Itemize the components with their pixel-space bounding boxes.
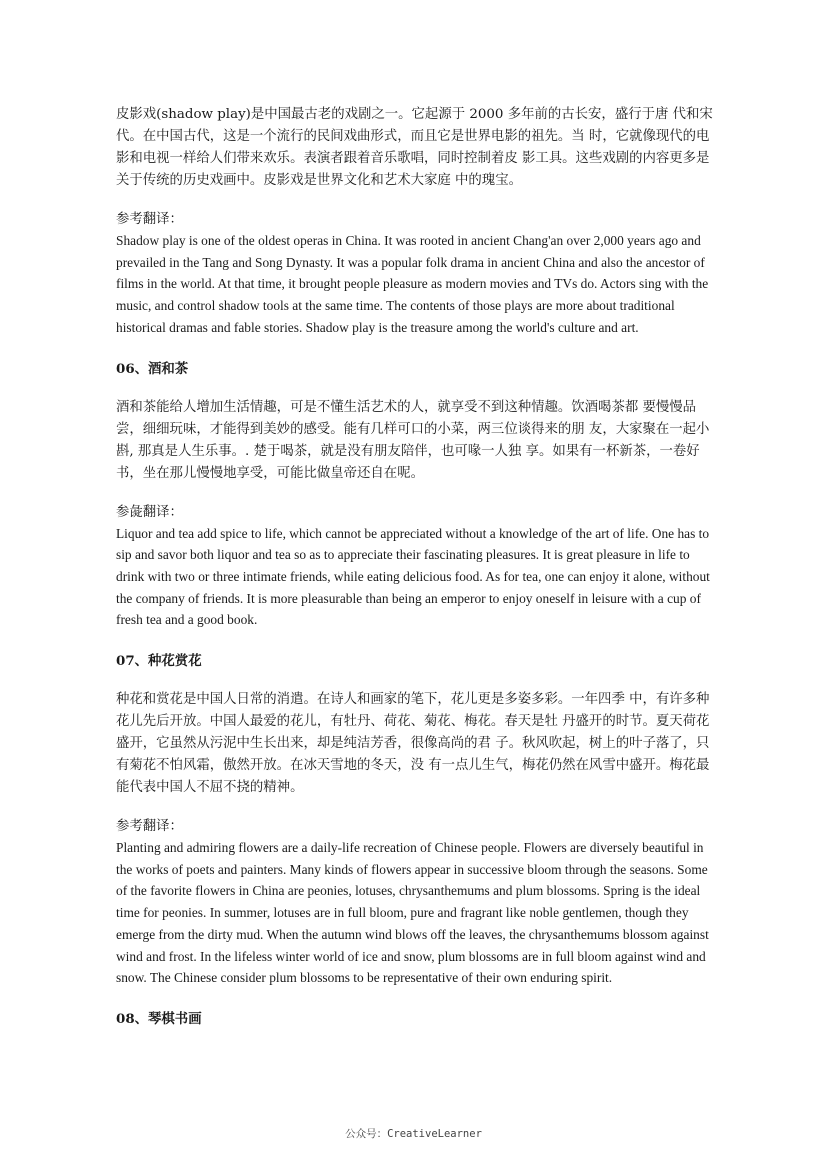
section-liquor-tea-chinese: 酒和茶能给人增加生活情趣，可是不懂生活艺术的人，就享受不到这种情趣。饮酒喝茶都 要慢慢品尝，细细玩味，才能得到美妙的感受。能有几样可口的小菜，两三位谈得来的朋 友，大家聚在一起小斟, 那真是人生乐事。. 楚于喝茶，就是没有朋友陪伴，也可喙一人独 享。如果有一杯新茶，一卷好书，坐在那儿慢慢地享受，可能比做皇帝还自在呢。: [116, 399, 710, 481]
section-heading-qin-chess-calligraphy-painting: 08、琴棋书画: [116, 1010, 202, 1027]
section-flowers-translation: Planting and admiring flowers are a daily-life recreation of Chinese people. Flowers are diversely beautiful in the works of poets and painters. Many kinds of flowers appear in successive bloom through the seasons. Some of the favorite flowers in China are peonies, lotuses, chrysanthemums and plum blossoms. Spring is the ideal time for peonies. In summer, lotuses are in full bloom, pure and fragrant like noble gentlemen, though they emerge from the dirty mud. When the autumn wind blows off the leaves, the chrysanthemums blossom against wind and frost. In the lifeless winter world of ice and snow, plum blossoms are in full bloom against wind and snow. The Chinese consider plum blossoms to be representative of their own enduring spirit.: [116, 840, 709, 986]
section-heading-flowers: 07、种花赏花: [116, 653, 202, 670]
section-shadow-play-chinese: 皮影戏(shadow play)是中国最古老的戏剧之一。它起源于 2000 多年前的古长安，盛行于唐 代和宋代。在中国古代，这是一个流行的民间戏曲形式，而且它是世界电影的祖先。当 时，它就像现代的电影和电视一样给人们带来欢乐。表演者跟着音乐歌唱，同时控制着皮 影工具。这些戏剧的内容更多是关于传统的历史戏画中。皮影戏是世界文化和艺术大家庭 中的瑰宝。: [116, 107, 713, 188]
page-footer: 公众号：CreativeLearner: [345, 1128, 482, 1140]
translation-label: 参考翻译：: [116, 819, 183, 835]
section-liquor-tea-translation: Liquor and tea add spice to life, which cannot be appreciated without a knowledge of the art of life. One has to sip and savor both liquor and tea so as to appreciate their fascinating pleasures. It is great pleasure in life to drink with two or three intimate friends, while eating delicious food. As for tea, one can enjoy it alone, without the company of friends. It is more pleasurable than being an emperor to enjoy oneself in leisure with a cup of fresh tea and a good book.: [116, 525, 710, 628]
section-flowers-chinese: 种花和赏花是中国人日常的消遣。在诗人和画家的笔下，花儿更是多姿多彩。一年四季 中，有许多种花儿先后开放。中国人最爱的花儿，有牡丹、荷花、菊花、梅花。春天是牡 丹盛开的时节。夏天荷花盛开，它虽然从污泥中生长出来，却是纯洁芳香，很像高尚的君 子。秋风吹起，树上的叶子落了，只有菊花不怕风霜，傲然开放。在冰天雪地的冬天，没 有一点儿生气，梅花仍然在风雪中盛开。梅花最能代表中国人不屈不挠的精神。: [116, 692, 710, 796]
translation-label: 参彘翻译：: [116, 504, 183, 520]
section-heading-liquor-tea: 06、酒和茶: [116, 360, 189, 377]
document-body: [116, 104, 716, 1047]
translation-label: 参考翻译：: [116, 212, 183, 227]
section-shadow-play-translation: Shadow play is one of the oldest operas in China. It was rooted in ancient Chang'an over 2,000 years ago and prevailed in the Tang and Song Dynasty. It was a popular folk drama in ancient China and also the ancestor of films in the world. At that time, it brought people pleasure as modern movies and TVs do. Actors sing with the music, and control shadow tools at the same time. The contents of those plays are more about traditional historical dramas and fable stories. Shadow play is the treasure among the world's culture and art.: [116, 233, 709, 335]
